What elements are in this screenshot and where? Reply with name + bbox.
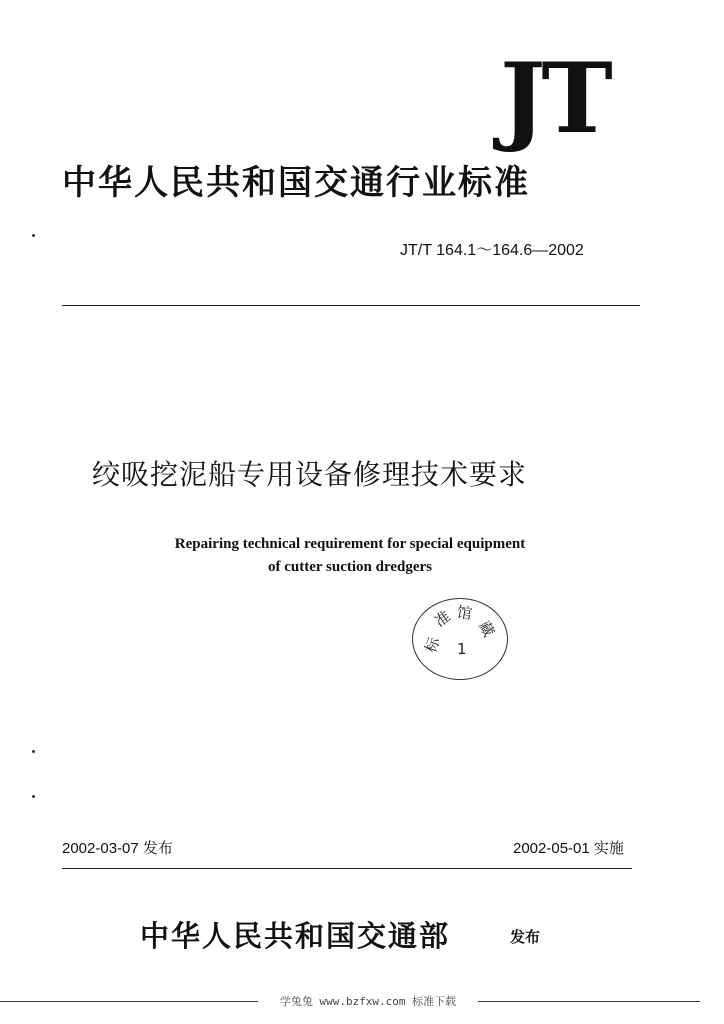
footer-watermark[interactable]: 学兔兔 www.bzfxw.com 标准下载 [258,993,478,1011]
jt-logo: JT [500,42,609,155]
seal-char: 馆 [455,602,474,624]
seal-char: 1 [457,640,467,658]
standard-category-title: 中华人民共和国交通行业标准 [62,163,530,203]
scan-speck [32,234,35,237]
seal-char: 准 [431,607,454,631]
publisher-name: 中华人民共和国交通部 [140,919,451,953]
scan-speck [32,750,35,753]
implementation-date: 2002-05-01 实施 [513,840,624,857]
document-title-en-line2: of cutter suction dredgers [267,559,432,575]
scan-speck [32,795,35,798]
library-seal-stamp [412,598,508,680]
header-rule [62,305,640,306]
document-title-zh: 绞吸挖泥船专用设备修理技术要求 [92,458,528,491]
seal-char: 藏 [474,617,499,641]
release-date: 2002-03-07 发布 [62,840,173,857]
seal-char: 标 [421,634,444,656]
issued-label: 发布 [510,928,541,946]
standard-code: JT/T 164.1～164.6—2002 [400,242,584,259]
date-rule [62,868,632,869]
document-title-en [120,533,580,579]
document-title-en-line1: Repairing technical requirement for special equipment [174,536,526,552]
